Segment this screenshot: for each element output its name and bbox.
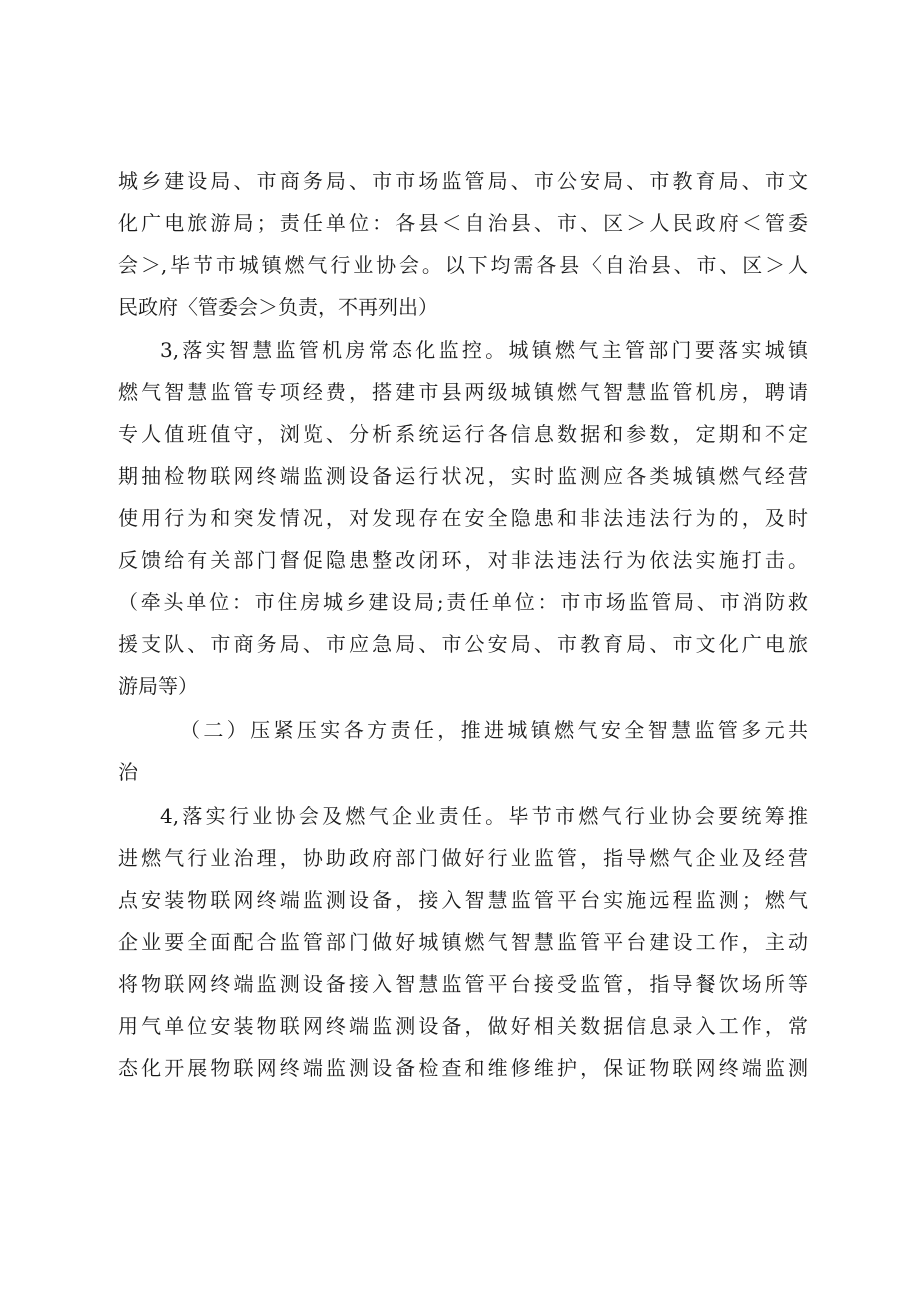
p4-line-3: 点安装物联网终端监测设备，接入智慧监管平台实施远程监测；燃气 bbox=[118, 888, 808, 912]
p1-line-3: 会＞,毕节市城镇燃气行业协会。以下均需各县〈自治县、市、区＞人 bbox=[118, 253, 808, 277]
p2-line-6: 反馈给有关部门督促隐患整改闭环，对非法违法行为依法实施打击。 bbox=[118, 548, 808, 572]
p1-line-1: 城乡建设局、市商务局、市市场监管局、市公安局、市教育局、市文 bbox=[118, 169, 808, 193]
section-heading-line-1: （二）压紧压实各方责任，推进城镇燃气安全智慧监管多元共 bbox=[180, 718, 808, 742]
p1-line-4: 民政府〈管委会＞负责，不再列出） bbox=[118, 295, 438, 319]
p2-line-4: 期抽检物联网终端监测设备运行状况，实时监测应各类城镇燃气经营 bbox=[118, 464, 808, 488]
p4-line-5: 将物联网终端监测设备接入智慧监管平台接受监管，指导餐饮场所等 bbox=[118, 972, 808, 996]
p4-line-4: 企业要全面配合监管部门做好城镇燃气智慧监管平台建设工作，主动 bbox=[118, 930, 808, 954]
p2-line-5: 使用行为和突发情况，对发现存在安全隐患和非法违法行为的，及时 bbox=[118, 506, 808, 530]
p2-line-2: 燃气智慧监管专项经费，搭建市县两级城镇燃气智慧监管机房，聘请 bbox=[118, 380, 808, 404]
p2-line-3: 专人值班值守，浏览、分析系统运行各信息数据和参数，定期和不定 bbox=[118, 422, 808, 446]
p2-line-7: （牵头单位：市住房城乡建设局;责任单位：市市场监管局、市消防救 bbox=[118, 590, 808, 614]
p4-line-1: 4,落实行业协会及燃气企业责任。毕节市燃气行业协会要统筹推 bbox=[160, 804, 808, 828]
p2-line-1: 3,落实智慧监管机房常态化监控。城镇燃气主管部门要落实城镇 bbox=[160, 338, 808, 362]
p4-line-7: 态化开展物联网终端监测设备检查和维修维护，保证物联网终端监测 bbox=[118, 1056, 808, 1080]
p2-line-8: 援支队、市商务局、市应急局、市公安局、市教育局、市文化广电旅 bbox=[118, 632, 808, 656]
section-heading-line-2: 治 bbox=[118, 760, 138, 784]
p4-line-6: 用气单位安装物联网终端监测设备，做好相关数据信息录入工作，常 bbox=[118, 1014, 808, 1038]
p4-line-2: 进燃气行业治理，协助政府部门做好行业监管，指导燃气企业及经营 bbox=[118, 846, 808, 870]
p2-line-9: 游局等） bbox=[118, 674, 198, 698]
p1-line-2: 化广电旅游局；责任单位：各县＜自治县、市、区＞人民政府＜管委 bbox=[118, 211, 808, 235]
